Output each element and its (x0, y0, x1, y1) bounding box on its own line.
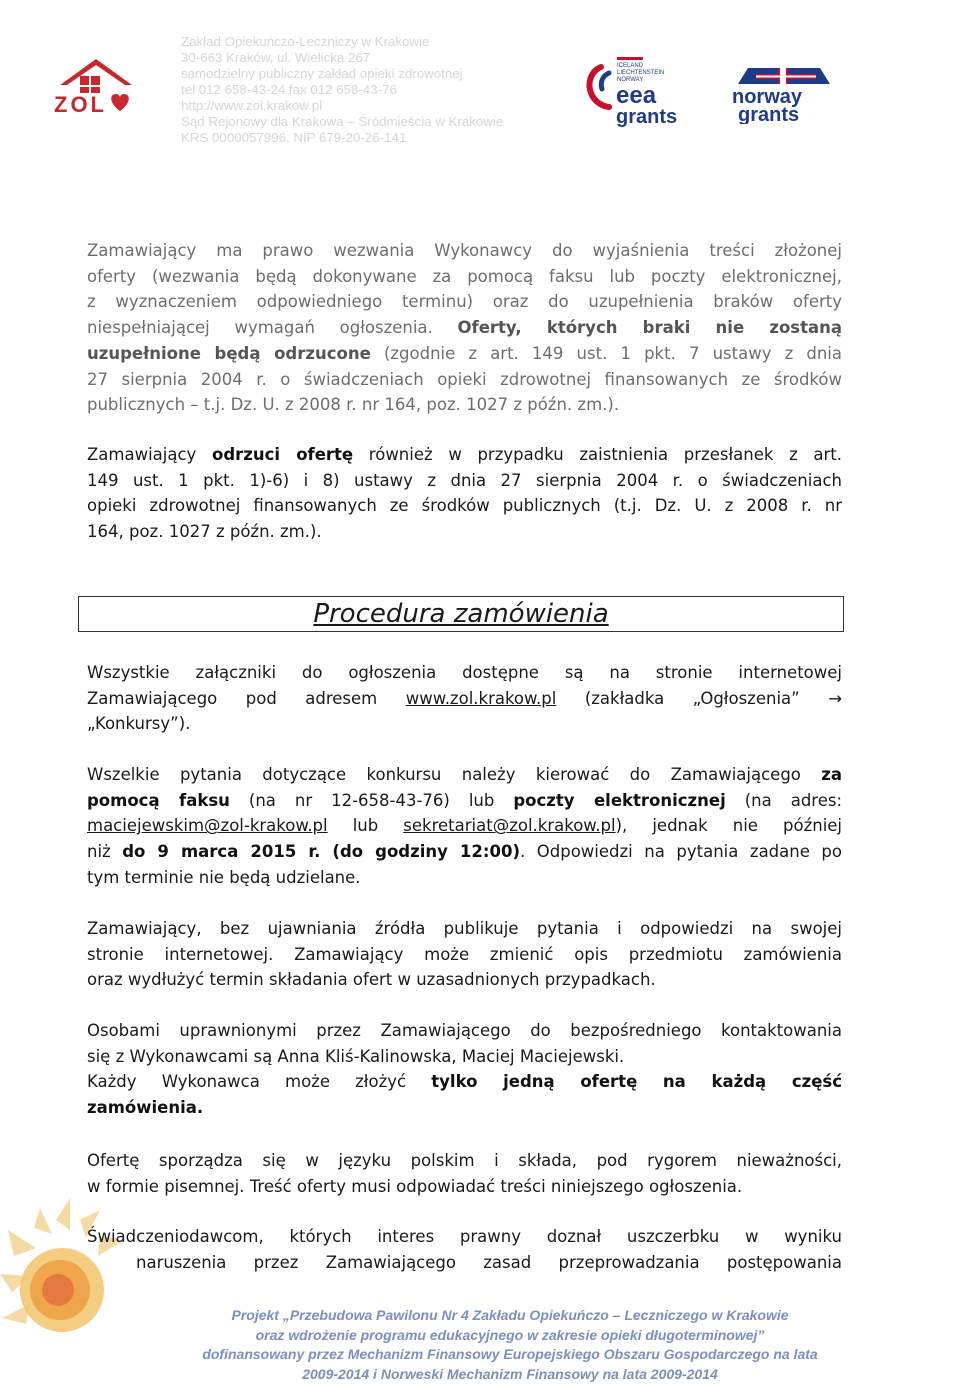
text-line: Ofertę sporządza się w języku polskim i składa, pod rygorem nieważności, (87, 1148, 842, 1174)
bold-text: odrzuci ofertę (212, 445, 353, 464)
email-link-maciejewski[interactable]: maciejewskim@zol-krakow.pl (87, 816, 328, 835)
text-line: Zamawiający, bez ujawniania źródła publikuje pytania i odpowiedzi na swojej (87, 916, 842, 942)
text-line: tym terminie nie będą udzielane. (87, 865, 842, 891)
text-span: niż (87, 842, 111, 861)
text-line: oferty (wezwania będą dokonywane za pomocą faksu lub poczty elektronicznej, (87, 264, 842, 290)
arrow-right-icon: → (828, 689, 842, 708)
zol-logo (50, 55, 142, 117)
text-line (87, 839, 842, 865)
footer-line: Projekt „Przebudowa Pawilonu Nr 4 Zakładu Opiekuńczo – Leczniczego w Krakowie (140, 1306, 880, 1326)
eea-country-2: LIECHTENSTEIN (617, 70, 664, 76)
footer-line: 2009-2014 i Norweski Mechanizm Finansowy na lata 2009-2014 (140, 1365, 880, 1384)
org-address: 30-663 Kraków, ul. Wielicka 267 (181, 50, 370, 66)
org-website-link[interactable]: http://www.zol.krakow.pl (181, 98, 322, 114)
norway-grants-logo (728, 66, 838, 124)
text-line: stronie internetowej. Zamawiający może zmienić opis przedmiotu zamówienia (87, 942, 842, 968)
text-span: (na nr 12-658-43-76) lub (249, 791, 494, 810)
text-line: Zamawiający ma prawo wezwania Wykonawcy do wyjaśnienia treści złożonej (87, 238, 842, 264)
eea-country-3: NORWAY (617, 77, 643, 83)
text-line: 164, poz. 1027 z późn. zm.). (87, 519, 842, 545)
paragraph-questions (87, 762, 842, 891)
paragraph-appeal (87, 1224, 842, 1275)
procedure-heading-box (78, 596, 844, 632)
text-line: 149 ust. 1 pkt. 1)-6) i 8) ustawy z dnia 27 sierpnia 2004 r. o świadczeniach (87, 468, 842, 494)
project-footer (140, 1306, 880, 1384)
text-line: 27 sierpnia 2004 r. o świadczeniach opieki zdrowotnej finansowanych ze środków (87, 367, 842, 393)
sun-decoration (0, 1190, 140, 1380)
text-span: Każdy Wykonawca może złożyć (87, 1072, 406, 1091)
text-line: Osobami uprawnionymi przez Zamawiającego do bezpośredniego kontaktowania (87, 1018, 842, 1044)
text-line (87, 788, 842, 814)
text-line (87, 813, 842, 839)
bold-text: Oferty, których braki nie zostaną (458, 318, 843, 337)
text-span: (zgodnie z art. 149 ust. 1 pkt. 7 ustawy z dnia (384, 344, 842, 363)
norway-grants-word: grants (738, 104, 799, 124)
text-line: opieki zdrowotnej finansowanych ze środków publicznych (t.j. Dz. U. z 2008 r. nr (87, 493, 842, 519)
footer-line: oraz wdrożenie programu edukacyjnego w zakresie opieki długoterminowej” (140, 1326, 880, 1346)
text-line: naruszenia przez Zamawiającego zasad przeprowadzania postępowania (87, 1250, 842, 1276)
text-line (87, 341, 842, 367)
bold-text: poczty elektronicznej (513, 791, 725, 810)
text-line: w formie pisemnej. Treść oferty musi odpowiadać treści niniejszego ogłoszenia. (87, 1174, 842, 1200)
paragraph-offer-form (87, 1148, 842, 1199)
text-line: Świadczeniodawcom, których interes prawny doznał uszczerbku w wyniku (87, 1224, 842, 1250)
footer-line: dofinansowany przez Mechanizm Finansowy Europejskiego Obszaru Gospodarczego na lata (140, 1345, 880, 1365)
eea-grants-word: grants (616, 106, 677, 128)
paragraph-clarification (87, 238, 842, 418)
paragraph-rejection (87, 442, 842, 545)
paragraph-attachments (87, 660, 842, 737)
text-line (87, 1095, 842, 1121)
eea-country-1: ICELAND (617, 63, 644, 69)
eea-grants-logo (583, 53, 723, 129)
org-krs-nip: KRS 0000057996, NIP 679-20-26-141 (181, 130, 406, 146)
text-line: z wyznaczeniem odpowiedniego terminu) oraz do uzupełnienia braków oferty (87, 289, 842, 315)
text-line: się z Wykonawcami są Anna Kliś-Kalinowska, Maciej Maciejewski. (87, 1044, 842, 1070)
text-line (87, 686, 842, 712)
zol-logo-text: ZOL (54, 92, 107, 117)
text-span: (zakładka „Ogłoszenia” (585, 689, 800, 708)
text-line: Wszystkie załączniki do ogłoszenia dostępne są na stronie internetowej (87, 660, 842, 686)
text-span: (na adres: (745, 791, 842, 810)
bold-text: zamówienia. (87, 1098, 203, 1117)
text-span: ), jednak nie później (616, 816, 842, 835)
website-link[interactable]: www.zol.krakow.pl (406, 689, 557, 708)
procedure-heading: Procedura zamówienia (79, 598, 843, 630)
text-line: „Konkursy”). (87, 711, 842, 737)
bold-text: pomocą faksu (87, 791, 230, 810)
org-type: samodzielny publiczny zakład opieki zdrowotnej (181, 66, 463, 82)
org-phone: tel 012 658-43-24 fax 012 658-43-76 (181, 82, 397, 98)
text-span: . Odpowiedzi na pytania zadane po (520, 842, 842, 861)
paragraph-contacts (87, 1018, 842, 1121)
paragraph-publication (87, 916, 842, 993)
text-span: Wszelkie pytania dotyczące konkursu należy kierować do Zamawiającego (87, 765, 801, 784)
org-court: Sąd Rejonowy dla Krakowa – Śródmieścia w Krakowie (181, 114, 503, 130)
bold-text: uzupełnione będą odrzucone (87, 344, 371, 363)
text-span: Zamawiającego pod adresem (87, 689, 377, 708)
text-line (87, 442, 842, 468)
text-span: niespełniającej wymagań ogłoszenia. (87, 318, 433, 337)
norway-word: norway (732, 86, 803, 108)
text-span: również w przypadku zaistnienia przesłanek z art. (369, 445, 842, 464)
text-span: Zamawiający (87, 445, 196, 464)
text-line (87, 1069, 842, 1095)
org-name: Zakład Opiekuńczo-Leczniczy w Krakowie (181, 34, 429, 50)
text-span: lub (353, 816, 379, 835)
deadline-text: do 9 marca 2015 r. (do godziny 12:00) (122, 842, 520, 861)
text-line (87, 315, 842, 341)
bold-text: tylko jedną ofertę na każdą część (431, 1072, 842, 1091)
text-line: oraz wydłużyć termin składania ofert w uzasadnionych przypadkach. (87, 967, 842, 993)
text-line (87, 762, 842, 788)
text-line: publicznych – t.j. Dz. U. z 2008 r. nr 164, poz. 1027 z późn. zm.). (87, 392, 842, 418)
eea-word: eea (616, 82, 657, 109)
bold-text: za (821, 765, 842, 784)
email-link-sekretariat[interactable]: sekretariat@zol.krakow.pl (403, 816, 615, 835)
